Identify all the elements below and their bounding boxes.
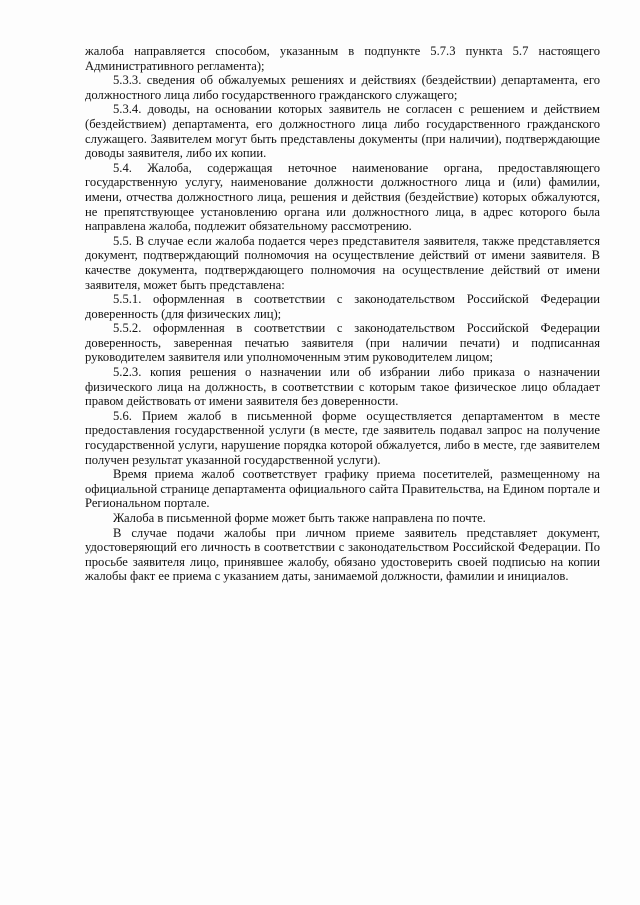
paragraph-mail-submission: Жалоба в письменной форме может быть также направлена по почте. — [113, 511, 486, 525]
paragraph-personal-reception: В случае подачи жалобы при личном приеме заявитель представляет документ, удостоверяющий его личность в соответствии с законодательством Российской Федерации. По просьбе заявителя лицо, принявшее жалобу, обязано удостоверить своей подписью на копии жалобы факт ее приема с указанием даты, занимаемой должности, фамилии и инициалов. — [85, 525, 600, 584]
paragraph-5-6: 5.6. Прием жалоб в письменной форме осуществляется департаментом в месте предоставления государственной услуги (в месте, где заявитель подавал запрос на получение государственной услуги, нарушение порядка которой обжалуется, либо в месте, где заявителем получен результат указанной государственной услуги). — [85, 408, 600, 467]
paragraph-5-2-3: 5.2.3. копия решения о назначении или об избрании либо приказа о назначении физического лица на должность, в соответствии с которым такое физическое лицо обладает правом действовать от имени заявителя без доверенности. — [85, 365, 600, 409]
paragraph-5-5: 5.5. В случае если жалоба подается через представителя заявителя, также представляется документ, подтверждающий полномочия на осуществление действий от имени заявителя. В качестве документа, подтверждающего полномочия на осуществление действий от имени заявителя, может быть представлена: — [85, 233, 600, 292]
paragraph-5-3-3: 5.3.3. сведения об обжалуемых решениях и действиях (бездействии) департамента, его должностного лица либо государственного гражданского служащего; — [85, 73, 600, 102]
paragraph-continuation: жалоба направляется способом, указанным в подпункте 5.7.3 пункта 5.7 настоящего Административного регламента); — [85, 44, 600, 73]
paragraph-5-4: 5.4. Жалоба, содержащая неточное наименование органа, предоставляющего государственную услугу, наименование должности должностного лица и (или) фамилии, имени, отчества должностного лица, решения и действия (бездействие) которых обжалуются, не препятствующее установлению органа или должностного лица, в адрес которого была направлена жалоба, подлежит обязательному рассмотрению. — [85, 160, 600, 234]
paragraph-5-5-1: 5.5.1. оформленная в соответствии с законодательством Российской Федерации доверенность (для физических лиц); — [85, 292, 600, 321]
paragraph-5-3-4: 5.3.4. доводы, на основании которых заявитель не согласен с решением и действием (бездействием) департамента, его должностного лица либо государственного гражданского служащего. Заявителем могут быть представлены документы (при наличии), подтверждающие доводы заявителя, либо их копии. — [85, 102, 600, 161]
paragraph-reception-schedule: Время приема жалоб соответствует графику приема посетителей, размещенному на официальной странице департамента официального сайта Правительства, на Едином портале и Региональном портале. — [85, 467, 600, 511]
paragraph-5-5-2: 5.5.2. оформленная в соответствии с законодательством Российской Федерации доверенность, заверенная печатью заявителя (при наличии печати) и подписанная руководителем заявителя или уполномоченным этим руководителем лицом; — [85, 321, 600, 365]
document-body — [85, 44, 600, 584]
